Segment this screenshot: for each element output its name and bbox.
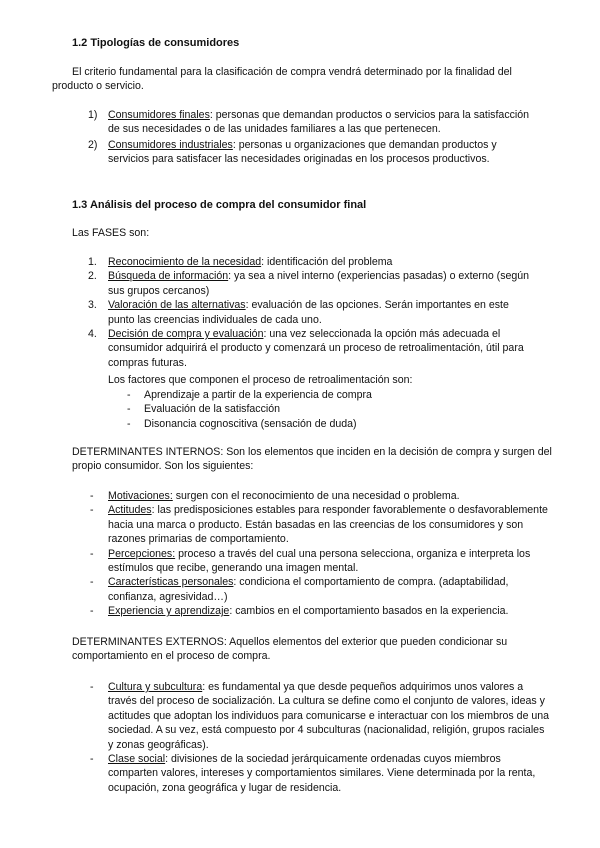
phases-intro: Las FASES son: xyxy=(72,227,150,239)
list-item: 2. Búsqueda de información: ya sea a nivel interno (experiencias pasadas) o externo (según sus grupos cercanos) xyxy=(88,270,530,297)
external-determinants-intro: DETERMINANTES EXTERNOS: Aquellos elementos del exterior que pueden condicionar su comportamiento en el proceso de compra. xyxy=(72,636,508,663)
internal-determinants-intro: DETERMINANTES INTERNOS: Son los elementos que inciden en la decisión de compra y surgen del propio consumidor. Son los siguientes: xyxy=(72,446,552,473)
term-consumidores-finales: Consumidores finales xyxy=(108,109,210,121)
section-1-2-heading: 1.2 Tipologías de consumidores xyxy=(72,37,240,49)
section-1-2-intro: El criterio fundamental para la clasificación de compra vendrá determinado por la finalidad del producto o servicio. xyxy=(52,66,512,93)
consumer-types-list xyxy=(88,108,538,167)
list-item: - Actitudes: las predisposiciones estables para responder favorablemente o desfavorablemente hacia una marca o producto. Están basadas en las creencias de los consumidores y son razones primarias de comportamiento. xyxy=(90,504,548,546)
list-item: - Aprendizaje a partir de la experiencia de compra xyxy=(127,389,372,401)
list-item: - Características personales: condiciona el comportamiento de compra. (adaptabilidad, confianza, agresividad…) xyxy=(90,576,509,603)
section-1-3-heading: 1.3 Análisis del proceso de compra del consumidor final xyxy=(72,199,367,211)
feedback-list xyxy=(127,388,544,431)
list-item: - Percepciones: proceso a través del cual una persona selecciona, organiza e interpreta los estímulos que recibe, generando una imagen mental. xyxy=(90,547,531,575)
list-item: - Evaluación de la satisfacción xyxy=(127,403,281,416)
feedback-intro: Los factores que componen el proceso de retroalimentación son: xyxy=(108,374,413,386)
list-item: 4. Decisión de compra y evaluación: una vez seleccionada la opción más adecuada el consumidor adquirirá el producto y comenzará un proceso de retroalimentación, útil para compras futuras. xyxy=(88,328,524,369)
list-item: - Disonancia cognoscitiva (sensación de duda) xyxy=(127,417,357,430)
list-item: - Cultura y subcultura: es fundamental ya que desde pequeños adquirimos unos valores a través del proceso de socialización. La cultura se define como el conjunto de valores, ideas y actitudes que adoptan los individuos para comunicarse e interactuar con los miembros de una sociedad. A su vez, está compuesto por 4 subculturas (nacionalidad, religión, grupos raciales y zonas geográficas). xyxy=(90,681,550,751)
list-item: - Clase social: divisiones de la sociedad jerárquicamente ordenadas cuyos miembros comparten valores, intereses y comportamientos similares. Viene determinada por la renta, ocupación, zona geográfica y lugar de residencia. xyxy=(90,753,536,794)
list-item: 3. Valoración de las alternativas: evaluación de las opciones. Serán importantes en este punto las creencias individuales de cada uno. xyxy=(88,299,509,326)
external-determinants-list xyxy=(90,680,552,795)
list-item: 1. Reconocimiento de la necesidad: identificación del problema xyxy=(88,256,393,268)
list-item: 2) Consumidores industriales: personas u organizaciones que demandan productos y servicios para satisfacer las necesidades originadas en los procesos productivos. xyxy=(88,138,497,166)
term-consumidores-industriales: Consumidores industriales xyxy=(108,138,233,151)
list-item: - Experiencia y aprendizaje: cambios en el comportamiento basados en la experiencia. xyxy=(90,605,509,618)
list-item: - Motivaciones: surgen con el reconocimiento de una necesidad o problema. xyxy=(90,490,460,502)
phases-list xyxy=(88,255,538,370)
internal-determinants-list xyxy=(90,489,552,619)
list-item: 1) Consumidores finales: personas que demandan productos o servicios para la satisfacción de sus necesidades o de las unidades familiares a las que pertenecen. xyxy=(88,109,530,136)
